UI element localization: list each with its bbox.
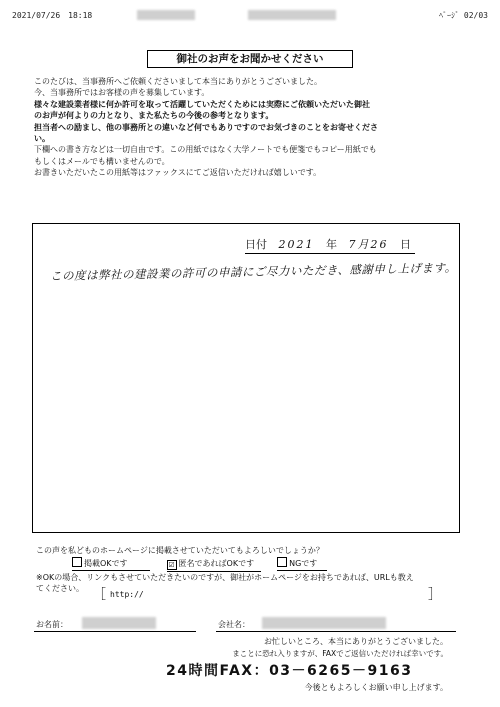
closing-text: 今後ともよろしくお願い申し上げます。	[304, 683, 448, 692]
consent-options	[72, 557, 341, 572]
url-bracket-right: ］	[428, 587, 442, 603]
url-bracket-left: ［	[92, 587, 106, 603]
option-label: NGです	[289, 559, 318, 568]
page-title: 御社のお声をお聞かせください	[147, 50, 353, 68]
name-label: お名前：	[36, 620, 68, 629]
intro-line: もしくはメールでも構いませんので。	[34, 156, 170, 166]
fax-request-text: まことに恐れ入りますが、FAXでご返信いただければ幸いです。	[232, 649, 448, 658]
intro-line: 様々な建設業者様に何か許可を取って活躍していただくためには実際にご依頼いただいた御社	[34, 99, 370, 109]
checkbox[interactable]	[72, 557, 82, 567]
ok-note-line: てください。	[36, 584, 84, 593]
url-field[interactable]: http://	[110, 590, 144, 599]
redacted-name	[82, 617, 156, 629]
redacted-company	[262, 617, 386, 629]
date-day-unit: 日	[400, 238, 411, 251]
date-year-unit: 年	[326, 238, 337, 251]
intro-line: お書きいただいたこの用紙等はファックスにてご返信いただければ嬉しいです。	[34, 168, 322, 178]
option-label: 匿名であればOKです	[178, 559, 255, 568]
intro-line: い。	[34, 134, 50, 144]
comment-date	[245, 236, 415, 254]
thanks-text: お忙しいところ、本当にありがとうございました。	[264, 637, 448, 646]
intro-line: 今、当事務所ではお客様の声を募集しています。	[34, 88, 210, 98]
handwritten-comment: この度は弊社の建設業の許可の申請にご尽力いただき、感謝申し上げます。	[49, 260, 457, 283]
option-ng[interactable]	[277, 557, 327, 571]
consent-question: この声を私どものホームページに掲載させていただいてもよろしいでしょうか？	[36, 546, 324, 555]
option-publish-ok[interactable]	[72, 557, 150, 571]
intro-line: 担当者への励まし、他の事務所との違いなど何でもありですのでお気づきのことをお寄せくださ	[34, 122, 378, 132]
fax-page-number: ﾍﾟｰｼﾞ 02/03	[439, 11, 488, 20]
fax-header	[12, 10, 488, 24]
option-label: 掲載OKです	[84, 559, 128, 568]
intro-line: このたびは、当事務所へご依頼くださいまして本当にありがとうございました。	[34, 77, 322, 86]
date-year: 2021	[278, 238, 315, 251]
checkbox-checked[interactable]: ☑	[168, 561, 175, 569]
fax-number: 24時間FAX：03－6265－9163	[166, 663, 413, 679]
name-underline	[34, 631, 196, 632]
company-label: 会社名：	[218, 620, 250, 629]
intro-text	[34, 76, 470, 179]
redacted-sender-block	[137, 10, 195, 20]
checkbox[interactable]	[277, 557, 287, 567]
date-label: 日付	[245, 238, 267, 251]
date-month-day: 7月26	[348, 238, 389, 251]
redacted-sender-block	[248, 10, 336, 20]
intro-line: のお声が何よりの力となり、また私たちの今後の参考となります。	[34, 111, 274, 121]
ok-note-line: ※OKの場合、リンクもさせていただきたいのですが、御社がホームページをお持ちであれば、URLも教え	[36, 573, 414, 582]
company-underline	[216, 631, 456, 632]
intro-line: 下欄への書き方などは一切自由です。この用紙ではなく大学ノートでも便箋でもコピー用紙でも	[34, 145, 377, 155]
option-anonymous-ok[interactable]	[167, 558, 261, 572]
fax-timestamp: 2021/07/26 18:18	[12, 11, 93, 20]
